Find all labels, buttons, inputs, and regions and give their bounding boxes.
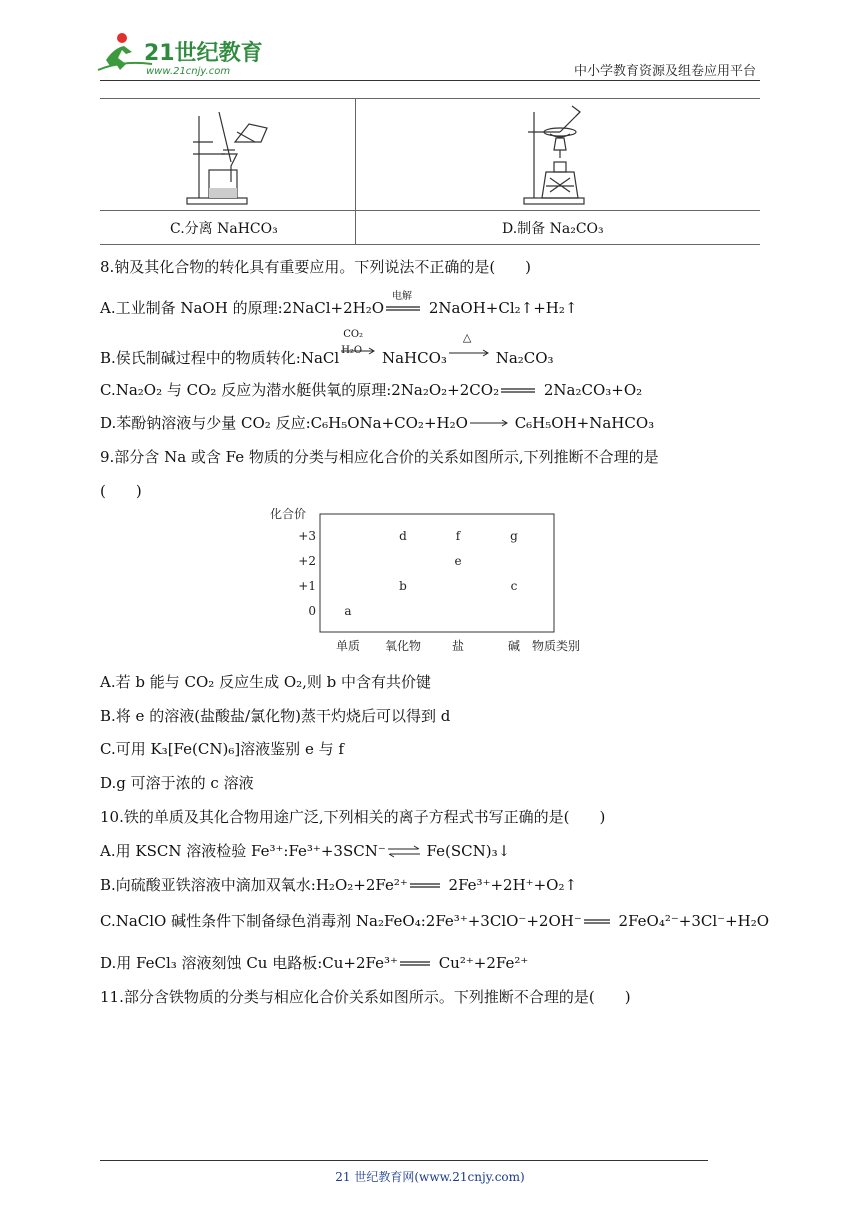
q10-b-lhs: B.向硫酸亚铁溶液中滴加双氧水:H₂O₂+2Fe²⁺ xyxy=(100,876,408,894)
chart-point-e: e xyxy=(454,554,462,568)
q8-option-b xyxy=(100,329,554,369)
chart-point-d: d xyxy=(399,529,407,543)
q10-a-rhs: Fe(SCN)₃↓ xyxy=(426,842,511,860)
q10-option-d xyxy=(100,952,528,973)
q10-d-rhs: Cu²⁺+2Fe²⁺ xyxy=(438,954,529,972)
logo-text: 21世纪教育 xyxy=(144,41,262,66)
chart-point-f: f xyxy=(455,529,461,543)
q10-stem: 10.铁的单质及其化合物用途广泛,下列相关的离子方程式书写正确的是( ) xyxy=(100,808,606,826)
filtration-apparatus-image xyxy=(185,102,275,206)
q9-option-b: B.将 e 的溶液(盐酸盐/氯化物)蒸干灼烧后可以得到 d xyxy=(100,707,451,725)
caption-d: D.制备 Na₂CO₃ xyxy=(502,221,604,237)
q10-c-lhs: C.NaClO 碱性条件下制备绿色消毒剂 Na₂FeO₄:2Fe³⁺+3ClO⁻+2OH⁻ xyxy=(100,912,582,930)
header-platform-text: 中小学教育资源及组卷应用平台 xyxy=(573,64,756,79)
q10-d-lhs: D.用 FeCl₃ 溶液刻蚀 Cu 电路板:Cu+2Fe³⁺ xyxy=(100,954,398,972)
q8-option-a xyxy=(100,291,578,319)
equals-sign-icon xyxy=(408,878,444,894)
q9-option-c: C.可用 K₃[Fe(CN)₆]溶液鉴别 e 与 f xyxy=(100,740,344,758)
equals-sign-icon xyxy=(398,956,434,972)
q10-b-rhs: 2Fe³⁺+2H⁺+O₂↑ xyxy=(448,876,578,894)
q8-b-mid: NaHCO₃ xyxy=(381,349,447,367)
q10-option-b xyxy=(100,874,577,895)
q8-b-cond-bot: H₂O xyxy=(341,345,363,356)
x-category-label: 氧化物 xyxy=(384,639,422,653)
table-border-mid xyxy=(100,210,760,211)
valence-chart xyxy=(268,504,598,654)
q9-stem-paren: ( ) xyxy=(100,482,142,500)
q8-a-rhs: 2NaOH+Cl₂↑+H₂↑ xyxy=(428,299,578,317)
reaction-arrow-icon xyxy=(339,329,377,369)
q8-b-rhs: Na₂CO₃ xyxy=(495,349,554,367)
chart-point-c: c xyxy=(510,579,518,593)
q8-d-lhs: D.苯酚钠溶液与少量 CO₂ 反应:C₆H₅ONa+CO₂+H₂O xyxy=(100,414,468,432)
chart-ylabel: 化合价 xyxy=(270,507,307,521)
x-category-label: 碱 xyxy=(507,639,521,653)
footer-text: 21 世纪教育网(www.21cnjy.com) xyxy=(335,1170,525,1184)
y-tick-label: +1 xyxy=(298,579,316,593)
heating-apparatus-image xyxy=(520,102,610,206)
chart-point-a: a xyxy=(344,604,352,618)
reaction-arrow-icon xyxy=(468,416,510,432)
q9-stem: 9.部分含 Na 或含 Fe 物质的分类与相应化合价的关系如图所示,下列推断不合理的是 xyxy=(100,448,659,466)
q10-option-a xyxy=(100,840,510,861)
q8-a-condition: 电解 xyxy=(392,291,413,302)
q9-option-d: D.g 可溶于浓的 c 溶液 xyxy=(100,774,254,792)
q8-stem: 8.钠及其化合物的转化具有重要应用。下列说法不正确的是( ) xyxy=(100,258,532,276)
q8-c-rhs: 2Na₂CO₃+O₂ xyxy=(543,381,643,399)
equals-sign-icon xyxy=(582,914,614,930)
logo-url: www.21cnjy.com xyxy=(146,66,231,77)
q8-b-cond-top: CO₂ xyxy=(343,329,364,340)
q10-option-c xyxy=(100,910,769,931)
x-category-label: 盐 xyxy=(451,639,465,653)
q8-d-rhs: C₆H₅OH+NaHCO₃ xyxy=(514,414,655,432)
q8-b-lhs: B.侯氏制碱过程中的物质转化:NaCl xyxy=(100,349,340,367)
chart-xlabel: 物质类别 xyxy=(532,639,581,653)
y-tick-label: 0 xyxy=(308,604,316,618)
q8-a-lhs: A.工业制备 NaOH 的原理:2NaCl+2H₂O xyxy=(100,299,385,317)
valence-chart-svg xyxy=(268,504,598,654)
chart-point-b: b xyxy=(399,579,407,593)
apparatus-table xyxy=(100,98,760,246)
y-tick-label: +2 xyxy=(298,554,316,568)
y-tick-label: +3 xyxy=(298,529,316,543)
q8-option-c xyxy=(100,379,642,400)
q11-stem: 11.部分含铁物质的分类与相应化合价关系如图所示。下列推断不合理的是( ) xyxy=(100,988,631,1006)
chart-frame xyxy=(320,514,554,632)
site-logo xyxy=(92,30,262,80)
heating-arrow-icon xyxy=(447,331,491,369)
q8-c-lhs: C.Na₂O₂ 与 CO₂ 反应为潜水艇供氧的原理:2Na₂O₂+2CO₂ xyxy=(100,381,500,399)
table-border-bottom xyxy=(100,244,760,245)
q8-b-cond2: △ xyxy=(462,331,472,344)
equals-sign-icon xyxy=(384,291,424,319)
table-border-top xyxy=(100,98,760,99)
caption-c: C.分离 NaHCO₃ xyxy=(170,221,278,237)
x-category-label: 单质 xyxy=(335,639,361,653)
equilibrium-arrow-icon xyxy=(386,844,422,860)
equals-sign-icon xyxy=(499,383,539,399)
q9-option-a: A.若 b 能与 CO₂ 反应生成 O₂,则 b 中含有共价键 xyxy=(100,673,432,691)
q10-c-rhs: 2FeO₄²⁻+3Cl⁻+H₂O xyxy=(618,912,770,930)
table-divider xyxy=(355,98,356,245)
chart-point-g: g xyxy=(510,529,518,543)
q10-a-lhs: A.用 KSCN 溶液检验 Fe³⁺:Fe³⁺+3SCN⁻ xyxy=(100,842,386,860)
header-divider xyxy=(100,80,760,81)
q8-option-d xyxy=(100,412,654,433)
footer-divider xyxy=(100,1160,708,1161)
